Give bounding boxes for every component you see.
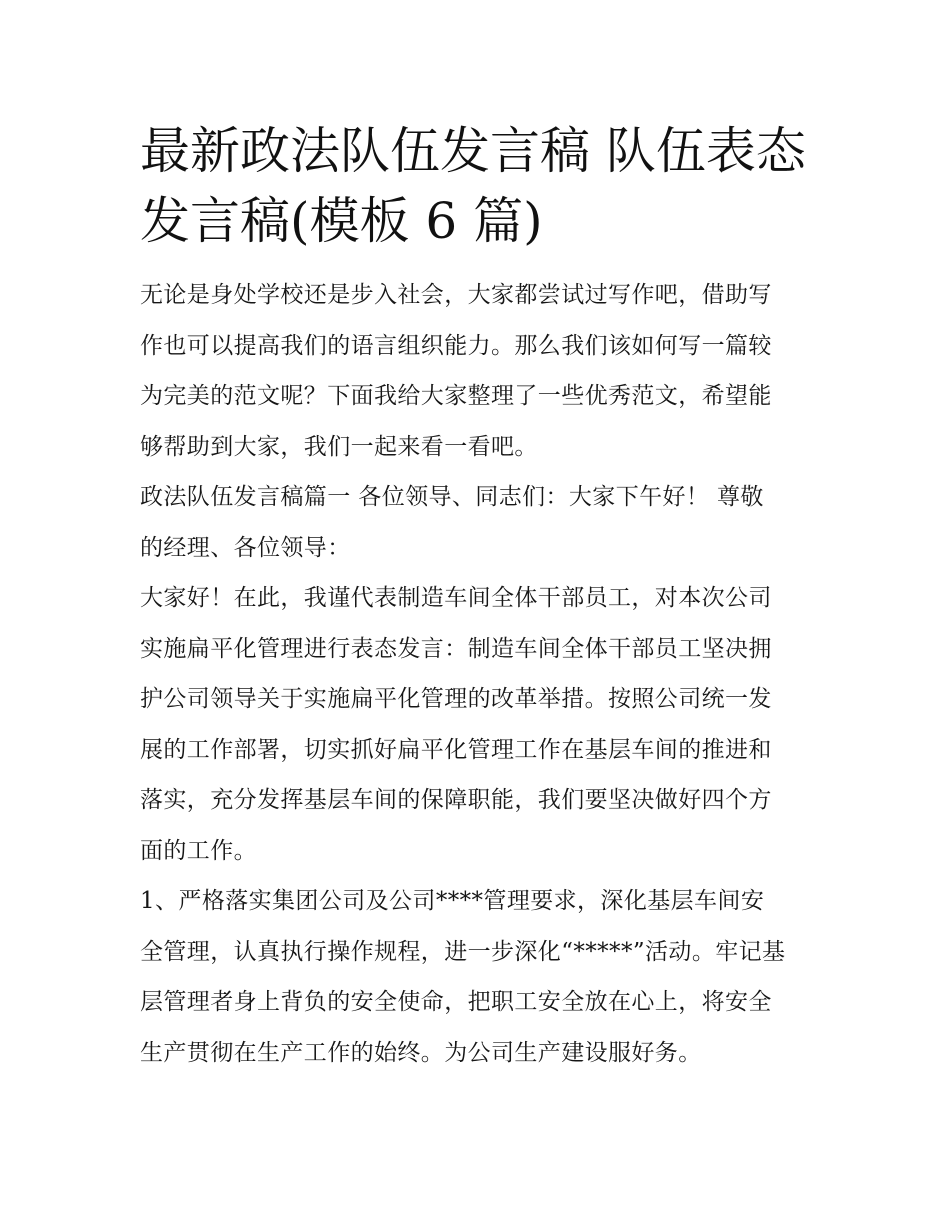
text-line: 生产贯彻在生产工作的始终。为公司生产建设服好务。 xyxy=(140,1039,702,1066)
numbered-paragraph xyxy=(140,876,812,1078)
text-line: 护公司领导关于实施扁平化管理的改革举措。按照公司统一发 xyxy=(140,686,772,712)
greeting-paragraph xyxy=(140,472,812,573)
text-line: 实施扁平化管理进行表态发言：制造车间全体干部员工坚决拥 xyxy=(140,635,772,662)
text-line: 展的工作部署，切实抓好扁平化管理工作在基层车间的推进和 xyxy=(140,736,772,763)
intro-paragraph xyxy=(140,270,812,472)
text-line: 无论是身处学校还是步入社会，大家都尝试过写作吧，借助写 xyxy=(140,282,772,308)
text-line: 政法队伍发言稿篇一 各位领导、同志们：大家下午好！ 尊敬 xyxy=(140,484,764,510)
text-line: 大家好！在此，我谨代表制造车间全体干部员工，对本次公司 xyxy=(140,585,772,611)
text-line: 为完美的范文呢？下面我给大家整理了一些优秀范文，希望能 xyxy=(140,383,772,409)
document-title xyxy=(140,116,812,256)
text-line: 层管理者身上背负的安全使命，把职工安全放在心上，将安全 xyxy=(140,989,772,1015)
title-line: 最新政法队伍发言稿 队伍表态 xyxy=(140,122,806,180)
document-content xyxy=(140,116,812,1078)
text-line: 全管理，认真执行操作规程，进一步深化“*****”活动。牢记基 xyxy=(140,938,786,965)
text-line: 的经理、各位领导： xyxy=(140,534,351,561)
text-line: 1、严格落实集团公司及公司****管理要求，深化基层车间安 xyxy=(140,888,765,914)
text-line: 落实，充分发挥基层车间的保障职能，我们要坚决做好四个方 xyxy=(140,787,772,813)
title-line: 发言稿(模板 6 篇) xyxy=(140,192,543,250)
text-line: 够帮助到大家，我们一起来看一看吧。 xyxy=(140,433,538,460)
text-line: 面的工作。 xyxy=(140,837,257,864)
document-body xyxy=(140,270,812,1078)
statement-paragraph xyxy=(140,573,812,876)
text-line: 作也可以提高我们的语言组织能力。那么我们该如何写一篇较 xyxy=(140,332,772,359)
